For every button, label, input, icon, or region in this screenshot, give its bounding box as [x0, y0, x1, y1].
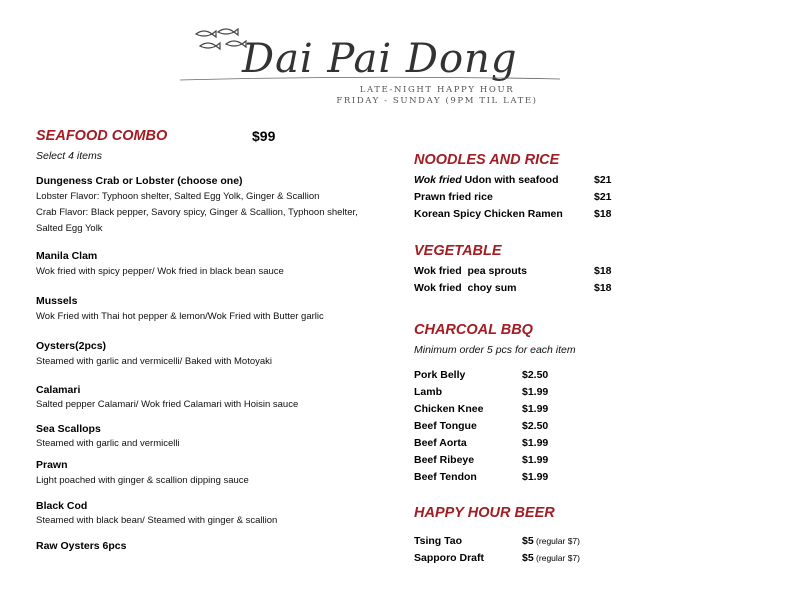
menu-item-name: Beef Tongue [414, 420, 477, 432]
seafood-item-title: Calamari [36, 384, 81, 396]
menu-item-name: Wok fried Udon with seafood [414, 174, 559, 186]
menu-item-price: $5 (regular $7) [522, 535, 580, 547]
menu-item-name: Lamb [414, 386, 443, 398]
menu-item-name: Korean Spicy Chicken Ramen [414, 208, 563, 220]
seafood-item-desc: Light poached with ginger & scallion dipping sauce [36, 475, 249, 486]
menu-item-price: $2.50 [522, 420, 549, 432]
menu-item-price: $5 (regular $7) [522, 552, 580, 564]
bbq-heading: CHARCOAL BBQ [414, 322, 533, 338]
seafood-item-title: Sea Scallops [36, 423, 101, 435]
seafood-item-title: Dungeness Crab or Lobster (choose one) [36, 175, 243, 187]
seafood-item-title: Prawn [36, 459, 68, 471]
seafood-item-desc: Steamed with garlic and vermicelli [36, 438, 180, 449]
regular-price: (regular $7) [533, 553, 580, 563]
beer-heading: HAPPY HOUR BEER [414, 505, 555, 521]
menu-item-name: Pork Belly [414, 369, 466, 381]
logo-subtitle-1: LATE-NIGHT HAPPY HOUR [359, 85, 515, 95]
logo-subtitle-2: FRIDAY - SUNDAY (9PM TIL LATE) [336, 96, 538, 106]
menu-item-name: Wok fried choy sum [414, 282, 517, 294]
menu-item-name: Chicken Knee [414, 403, 484, 415]
menu-item-name: Beef Tendon [414, 471, 477, 483]
seafood-item-desc: Steamed with garlic and vermicelli/ Baked with Motoyaki [36, 356, 273, 367]
menu-item-name: Beef Ribeye [414, 454, 475, 466]
menu-item-price: $1.99 [522, 454, 549, 466]
seafood-item-title: Black Cod [36, 500, 88, 512]
menu-item-price: $1.99 [522, 386, 549, 398]
seafood-item-title: Oysters(2pcs) [36, 340, 107, 352]
logo-text: Dai Pai Dong [242, 36, 518, 82]
seafood-combo-price: $99 [252, 128, 276, 144]
bbq-note: Minimum order 5 pcs for each item [414, 344, 576, 356]
restaurant-logo [180, 18, 560, 110]
seafood-item-title: Manila Clam [36, 250, 98, 262]
vegetable-heading: VEGETABLE [414, 243, 502, 259]
seafood-combo-note: Select 4 items [36, 150, 102, 162]
seafood-item-desc: Crab Flavor: Black pepper, Savory spicy, Ginger & Scallion, Typhoon shelter, Salted Egg Yolk [36, 207, 358, 234]
menu-item-name: Wok fried pea sprouts [414, 265, 527, 277]
menu-item-name: Beef Aorta [414, 437, 467, 449]
noodles-heading: NOODLES AND RICE [414, 152, 560, 168]
menu-item-price: $18 [594, 265, 612, 277]
menu-item-price: $1.99 [522, 471, 549, 483]
seafood-combo-heading: SEAFOOD COMBO [36, 128, 168, 144]
menu-item-price: $1.99 [522, 403, 549, 415]
seafood-item-title: Mussels [36, 295, 78, 307]
menu-item-name: Tsing Tao [414, 535, 463, 547]
menu-item-price: $1.99 [522, 437, 549, 449]
regular-price: (regular $7) [533, 536, 580, 546]
seafood-item-desc: Wok fried with spicy pepper/ Wok fried in black bean sauce [36, 266, 284, 277]
menu-item-price: $2.50 [522, 369, 549, 381]
menu-item-name: Sapporo Draft [414, 552, 485, 564]
menu-item-price: $18 [594, 208, 612, 220]
seafood-item-desc: Lobster Flavor: Typhoon shelter, Salted Egg Yolk, Ginger & Scallion [36, 191, 320, 202]
seafood-item-title: Raw Oysters 6pcs [36, 540, 127, 552]
menu-item-price: $21 [594, 191, 612, 203]
seafood-item-desc: Steamed with black bean/ Steamed with ginger & scallion [36, 515, 278, 526]
menu-item-price: $18 [594, 282, 612, 294]
seafood-item-desc: Wok Fried with Thai hot pepper & lemon/Wok Fried with Butter garlic [36, 311, 324, 322]
menu-item-name: Prawn fried rice [414, 191, 493, 203]
menu-item-price: $21 [594, 174, 612, 186]
seafood-item-desc: Salted pepper Calamari/ Wok fried Calamari with Hoisin sauce [36, 399, 299, 410]
logo-underline [180, 76, 560, 82]
